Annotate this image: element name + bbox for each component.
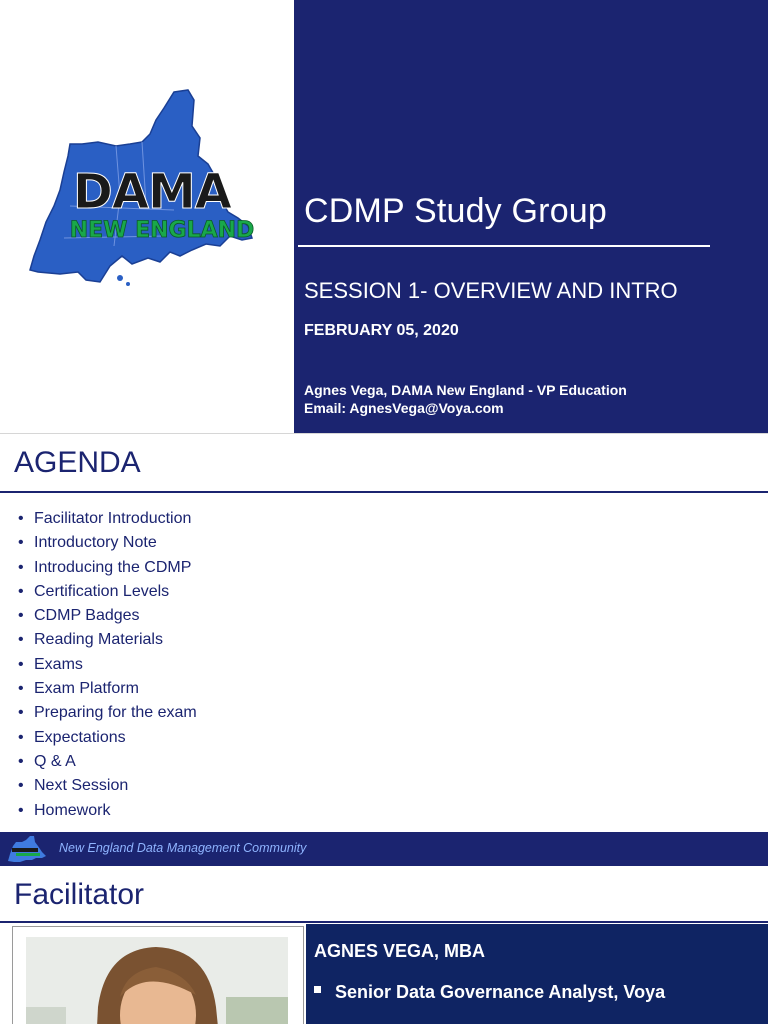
square-bullet-icon [314, 986, 321, 993]
list-item [18, 628, 197, 652]
list-item [18, 701, 197, 725]
bullet-icon: • [18, 728, 24, 746]
list-item [18, 556, 197, 580]
presenter-email: Email: AgnesVega@Voya.com [304, 400, 504, 416]
bullet-icon: • [18, 704, 24, 722]
agenda-item-label: Exams [34, 655, 83, 673]
bio-panel [306, 924, 768, 1024]
list-item [18, 799, 197, 823]
list-item [18, 507, 197, 531]
bullet-icon: • [18, 534, 24, 552]
title-panel [294, 0, 768, 433]
bullet-icon: • [18, 558, 24, 576]
presenter-info [304, 381, 627, 417]
bullet-icon: • [18, 607, 24, 625]
presentation-title: CDMP Study Group [304, 192, 608, 230]
facilitator-title: Facilitator [14, 878, 145, 911]
title-divider [298, 245, 710, 247]
bullet-icon: • [18, 777, 24, 795]
agenda-item-label: Expectations [34, 728, 126, 746]
agenda-item-label: Facilitator Introduction [34, 510, 192, 527]
facilitator-slide [0, 866, 768, 1024]
agenda-item-label: CDMP Badges [34, 607, 140, 625]
agenda-item-label: Exam Platform [34, 680, 139, 698]
agenda-divider [0, 491, 768, 493]
footer-bar [0, 832, 768, 866]
list-item [18, 750, 197, 774]
agenda-item-label: Next Session [34, 777, 129, 795]
logo-word-dama: DAMA [73, 164, 231, 220]
agenda-title: AGENDA [14, 446, 141, 479]
session-date: FEBRUARY 05, 2020 [304, 322, 459, 339]
bullet-icon: • [18, 801, 24, 819]
mini-logo-icon [4, 834, 50, 864]
agenda-item-label: Reading Materials [34, 631, 163, 649]
person-photo-icon [26, 937, 288, 1024]
footer-text: New England Data Management Community [59, 841, 307, 855]
list-item [18, 653, 197, 677]
bullet-icon: • [18, 510, 24, 527]
agenda-item-label: Introducing the CDMP [34, 558, 192, 576]
agenda-item-label: Preparing for the exam [34, 704, 197, 722]
list-item [18, 677, 197, 701]
bullet-icon: • [18, 582, 24, 600]
list-item [18, 580, 197, 604]
list-item [18, 726, 197, 750]
bio-line-text: Senior Data Governance Analyst, Voya [335, 982, 666, 1002]
bullet-icon: • [18, 655, 24, 673]
facilitator-name: AGNES VEGA, MBA [314, 941, 486, 961]
agenda-item-label: Homework [34, 801, 111, 819]
list-item [18, 604, 197, 628]
presenter-name: Agnes Vega, DAMA New England - VP Education [304, 382, 627, 398]
title-slide [0, 0, 768, 433]
bullet-icon: • [18, 680, 24, 698]
list-item [18, 774, 197, 798]
agenda-item-label: Introductory Note [34, 534, 157, 552]
bullet-icon: • [18, 631, 24, 649]
agenda-list [18, 507, 197, 823]
facilitator-photo [12, 926, 304, 1024]
dama-new-england-logo [24, 86, 282, 296]
agenda-item-label: Q & A [34, 752, 76, 770]
agenda-slide [0, 433, 768, 866]
logo-word-new-england: NEW ENGLAND [69, 218, 255, 243]
agenda-item-label: Certification Levels [34, 582, 170, 600]
bio-line [314, 982, 665, 1003]
new-england-map-icon [24, 86, 282, 296]
bullet-icon: • [18, 752, 24, 770]
facilitator-divider [0, 921, 768, 923]
session-subtitle: SESSION 1- OVERVIEW AND INTRO [304, 278, 678, 303]
list-item [18, 531, 197, 555]
